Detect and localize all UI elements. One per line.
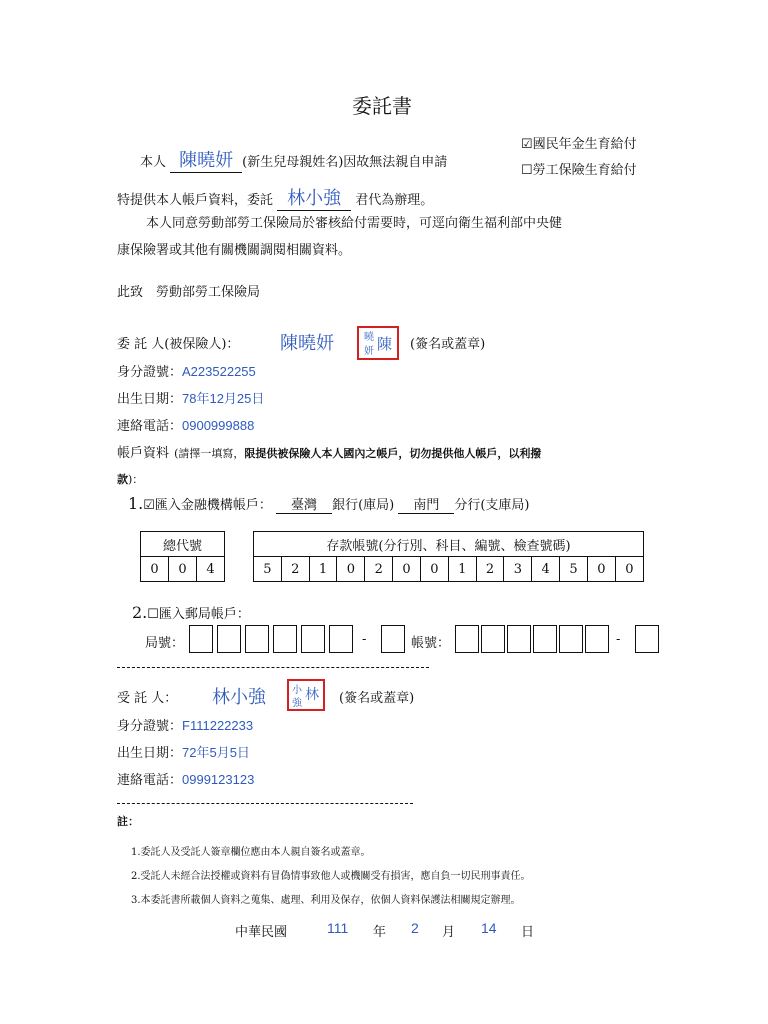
recipient-line: 此致 勞動部勞工保險局 xyxy=(117,285,261,300)
option1-label: ☑匯入金融機構帳戶： xyxy=(143,498,272,513)
post-account-box[interactable] xyxy=(585,625,609,653)
principal-id-label: 身分證號： xyxy=(117,365,183,380)
principal-sign-note: (簽名或蓋章) xyxy=(410,337,486,352)
principal-label: 委 託 人(被保險人)： xyxy=(117,337,240,352)
date-day-unit: 日 xyxy=(521,925,535,940)
principal-phone-row xyxy=(117,415,254,434)
account-instruction-plain: (請擇一填寫， xyxy=(174,447,245,460)
post-account-box[interactable] xyxy=(559,625,583,653)
agent-seal-char-1: 小 xyxy=(292,685,302,696)
account-digit[interactable]: 0 xyxy=(420,557,448,582)
account-digit[interactable]: 5 xyxy=(560,557,588,582)
bank-suffix: 銀行(庫局) xyxy=(332,498,395,513)
account-digit[interactable]: 3 xyxy=(504,557,532,582)
bank-account-option[interactable] xyxy=(128,494,530,514)
principal-id-row xyxy=(117,361,256,380)
note-item: 2.受託人未經合法授權或資料有冒偽情事致他人或機關受有損害，應自負一切民刑事責任。 xyxy=(131,871,531,882)
account-digit[interactable]: 1 xyxy=(309,557,337,582)
account-digit[interactable]: 2 xyxy=(281,557,309,582)
account-digit[interactable]: 4 xyxy=(532,557,560,582)
principal-birth-label: 出生日期： xyxy=(117,392,183,407)
post-office-check-box[interactable] xyxy=(381,625,405,653)
post-office-box[interactable] xyxy=(329,625,353,653)
account-instruction-cont xyxy=(117,468,143,487)
intro-line-2 xyxy=(117,184,433,211)
account-digit[interactable]: 0 xyxy=(587,557,615,582)
bank-code-digit[interactable]: 0 xyxy=(141,557,169,582)
agent-name-field[interactable]: 林小強 xyxy=(277,184,351,211)
principal-seal-char-1: 曉 xyxy=(364,332,374,343)
principal-birth-value[interactable]: 78年12月25日 xyxy=(182,391,265,406)
post-office-label: 局號： xyxy=(145,636,185,651)
agent-sign-note: (簽名或蓋章) xyxy=(339,691,415,706)
agent-id-label: 身分證號： xyxy=(117,719,183,734)
consent-line-1: 本人同意勞動部勞工保險局於審核給付需要時，可逕向衛生福利部中央健 xyxy=(146,216,563,231)
agent-seal-char-3: 林 xyxy=(305,687,319,703)
principal-phone-label: 連絡電話： xyxy=(117,419,183,434)
principal-birth-row xyxy=(117,388,264,407)
agent-phone-value[interactable]: 0999123123 xyxy=(182,772,255,787)
account-instruction xyxy=(117,442,541,461)
account-digit[interactable]: 1 xyxy=(448,557,476,582)
post-account-hyphen: - xyxy=(616,632,621,647)
account-digit[interactable]: 2 xyxy=(476,557,504,582)
benefit-option-labor-insurance[interactable]: ☐勞工保險生育給付 xyxy=(521,163,637,178)
agent-phone-label: 連絡電話： xyxy=(117,773,183,788)
agent-seal-char-2: 強 xyxy=(292,698,302,709)
option2-label: ☐匯入郵局帳戶： xyxy=(147,607,250,622)
post-account-box[interactable] xyxy=(533,625,557,653)
date-year-unit: 年 xyxy=(373,925,387,940)
bank-name-field[interactable]: 臺灣 xyxy=(276,494,332,514)
post-account-check-box[interactable] xyxy=(635,625,659,653)
post-office-box[interactable] xyxy=(217,625,241,653)
agent-label: 受 託 人： xyxy=(117,691,178,706)
intro-line2-suffix: 君代為辦理。 xyxy=(355,193,434,208)
agent-id-row xyxy=(117,715,253,734)
account-instruction-bold-2: 款 xyxy=(117,473,128,486)
bank-code-digit[interactable]: 4 xyxy=(196,557,224,582)
note-item: 1.委託人及受託人簽章欄位應由本人親自簽名或蓋章。 xyxy=(131,847,371,858)
account-digit[interactable]: 0 xyxy=(337,557,365,582)
account-digit[interactable]: 2 xyxy=(365,557,393,582)
bank-code-table xyxy=(140,531,225,582)
post-office-box[interactable] xyxy=(245,625,269,653)
principal-phone-value[interactable]: 0900999888 xyxy=(182,418,255,433)
agent-name[interactable]: 林小強 xyxy=(212,687,266,707)
bank-code-header: 總代號 xyxy=(141,532,225,557)
account-digit[interactable]: 5 xyxy=(254,557,282,582)
principal-name[interactable]: 陳曉妍 xyxy=(280,333,334,353)
divider xyxy=(117,803,413,804)
post-office-box[interactable] xyxy=(189,625,213,653)
agent-seal-stamp xyxy=(287,679,325,711)
account-heading: 帳戶資料 xyxy=(117,446,170,461)
date-era: 中華民國 xyxy=(235,925,288,940)
principal-id-value[interactable]: A223522255 xyxy=(182,364,256,379)
agent-birth-row xyxy=(117,742,250,761)
benefit-option-national-pension[interactable]: ☑國民年金生育給付 xyxy=(521,137,637,152)
principal-seal-stamp xyxy=(357,326,399,360)
date-day[interactable]: 14 xyxy=(481,920,497,936)
agent-id-value[interactable]: F111222233 xyxy=(182,718,254,733)
agent-birth-value[interactable]: 72年5月5日 xyxy=(182,745,250,760)
account-number-table xyxy=(253,531,644,582)
intro-line2-prefix: 特提供本人帳戶資料，委託 xyxy=(117,193,274,208)
option1-number: 1. xyxy=(128,494,144,513)
applicant-name-field[interactable]: 陳曉妍 xyxy=(170,146,242,173)
post-account-label: 帳號： xyxy=(411,636,451,651)
account-instruction-end: )： xyxy=(128,473,144,486)
account-digit[interactable]: 0 xyxy=(393,557,421,582)
post-account-box[interactable] xyxy=(507,625,531,653)
post-account-box[interactable] xyxy=(455,625,479,653)
date-month-unit: 月 xyxy=(442,925,456,940)
agent-birth-label: 出生日期： xyxy=(117,746,183,761)
divider xyxy=(117,667,429,668)
consent-line-2: 康保險署或其他有關機關調閱相關資料。 xyxy=(117,243,352,258)
bank-code-digit[interactable]: 0 xyxy=(168,557,196,582)
intro-prefix: 本人 xyxy=(140,155,167,170)
account-instruction-bold: 限提供被保險人本人國內之帳戶，切勿提供他人帳戶，以利撥 xyxy=(244,447,542,460)
date-month[interactable]: 2 xyxy=(411,920,419,936)
date-year[interactable]: 111 xyxy=(327,920,349,936)
account-digit[interactable]: 0 xyxy=(615,557,643,582)
option2-number: 2. xyxy=(132,603,148,622)
notes-heading: 註： xyxy=(117,815,139,828)
branch-suffix: 分行(支庫局) xyxy=(454,498,530,513)
page-title: 委託書 xyxy=(352,94,412,118)
agent-phone-row xyxy=(117,769,254,788)
note-item: 3.本委託書所載個人資料之蒐集、處理、利用及保存，依個人資料保護法相關規定辦理。 xyxy=(131,895,521,906)
post-office-hyphen: - xyxy=(362,632,367,647)
principal-seal-char-3: 陳 xyxy=(377,335,393,353)
post-office-box[interactable] xyxy=(273,625,297,653)
account-number-header: 存款帳號(分行別、科目、編號、檢查號碼) xyxy=(254,532,644,557)
post-account-box[interactable] xyxy=(481,625,505,653)
name-note: (新生兒母親姓名)因故無法親自申請 xyxy=(242,155,448,170)
branch-name-field[interactable]: 南門 xyxy=(398,494,454,514)
post-office-box[interactable] xyxy=(301,625,325,653)
intro-line-1 xyxy=(140,146,447,173)
post-office-option[interactable] xyxy=(132,603,250,622)
principal-seal-char-2: 妍 xyxy=(364,346,374,357)
